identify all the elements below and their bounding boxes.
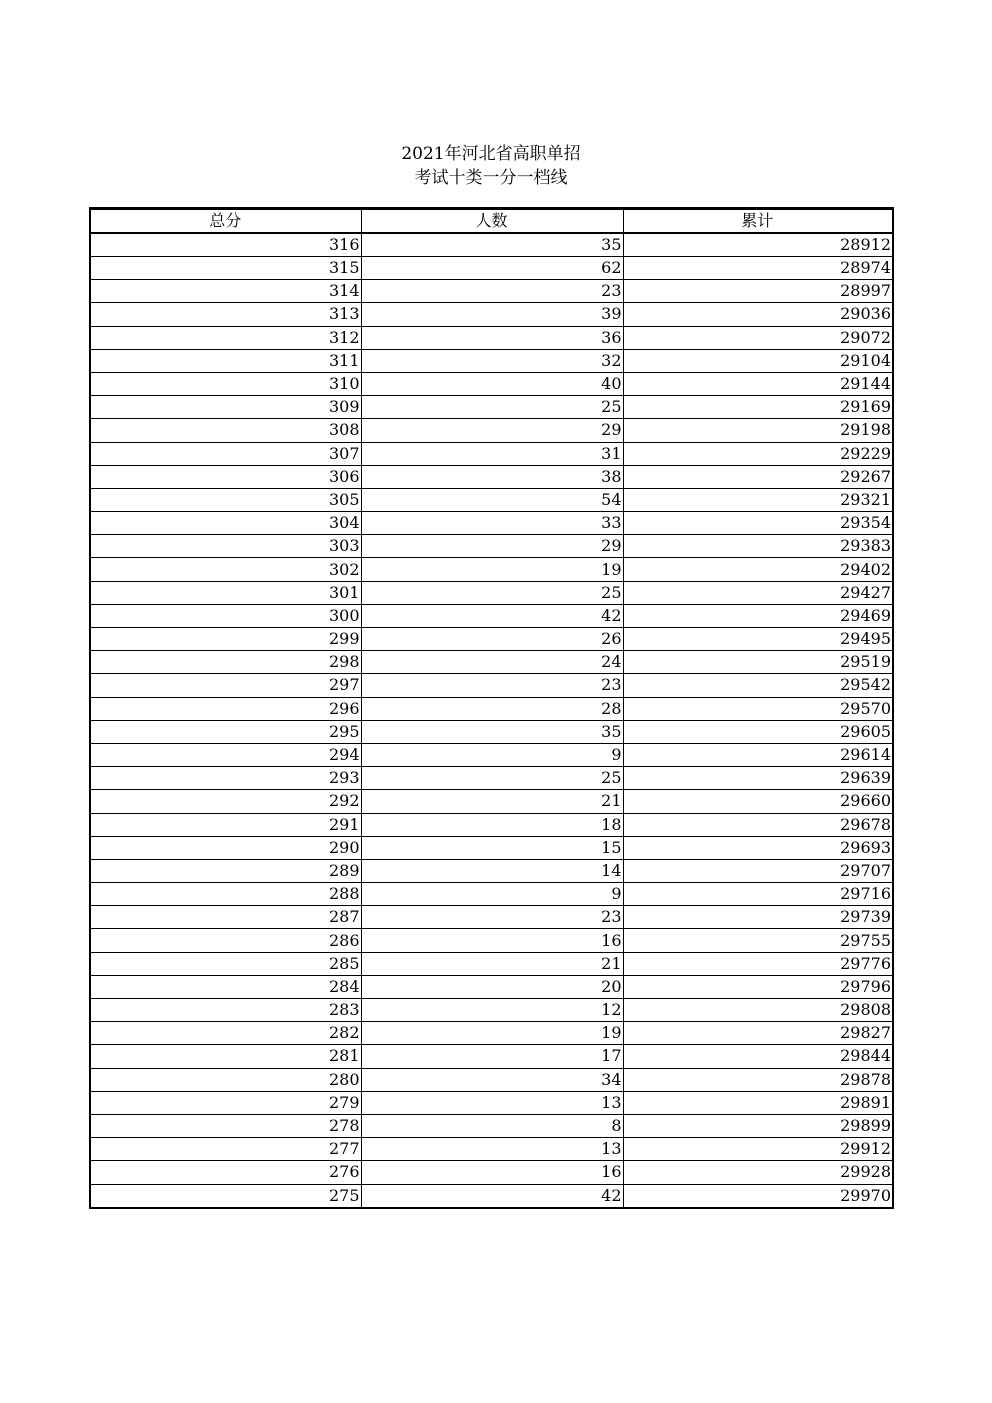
total-score-cell: 292: [90, 790, 361, 813]
table-header: [90, 209, 893, 234]
cumulative-cell: 29542: [623, 674, 893, 697]
count-cell: 14: [361, 859, 623, 882]
count-cell: 35: [361, 233, 623, 257]
total-score-cell: 283: [90, 999, 361, 1022]
total-score-cell: 297: [90, 674, 361, 697]
total-score-cell: 307: [90, 442, 361, 465]
count-cell: 21: [361, 952, 623, 975]
table-row: [90, 349, 893, 372]
count-cell: 23: [361, 906, 623, 929]
total-score-cell: 291: [90, 813, 361, 836]
total-score-cell: 304: [90, 512, 361, 535]
count-cell: 29: [361, 419, 623, 442]
table-row: [90, 883, 893, 906]
total-score-cell: 299: [90, 628, 361, 651]
table-row: [90, 999, 893, 1022]
table-row: [90, 697, 893, 720]
total-score-cell: 285: [90, 952, 361, 975]
count-cell: 38: [361, 465, 623, 488]
table-row: [90, 488, 893, 511]
count-cell: 35: [361, 720, 623, 743]
cumulative-cell: 29928: [623, 1161, 893, 1184]
header-cumulative: 累计: [623, 209, 893, 234]
table-row: [90, 929, 893, 952]
count-cell: 23: [361, 280, 623, 303]
table-row: [90, 628, 893, 651]
count-cell: 21: [361, 790, 623, 813]
document-title: 2021年河北省高职单招: [401, 144, 581, 164]
count-cell: 25: [361, 581, 623, 604]
table-row: [90, 535, 893, 558]
table-row: [90, 303, 893, 326]
cumulative-cell: 29427: [623, 581, 893, 604]
score-distribution-table: [89, 207, 894, 1209]
total-score-cell: 286: [90, 929, 361, 952]
cumulative-cell: 29796: [623, 975, 893, 998]
cumulative-cell: 28974: [623, 257, 893, 280]
table-row: [90, 813, 893, 836]
total-score-cell: 308: [90, 419, 361, 442]
total-score-cell: 278: [90, 1114, 361, 1137]
cumulative-cell: 29229: [623, 442, 893, 465]
table-row: [90, 372, 893, 395]
count-cell: 19: [361, 558, 623, 581]
total-score-cell: 310: [90, 372, 361, 395]
count-cell: 62: [361, 257, 623, 280]
cumulative-cell: 29678: [623, 813, 893, 836]
cumulative-cell: 29321: [623, 488, 893, 511]
count-cell: 36: [361, 326, 623, 349]
table-row: [90, 1091, 893, 1114]
header-count: 人数: [361, 209, 623, 234]
count-cell: 9: [361, 883, 623, 906]
total-score-cell: 290: [90, 836, 361, 859]
cumulative-cell: 29660: [623, 790, 893, 813]
total-score-cell: 314: [90, 280, 361, 303]
cumulative-cell: 29383: [623, 535, 893, 558]
count-cell: 33: [361, 512, 623, 535]
table-row: [90, 1138, 893, 1161]
cumulative-cell: 29878: [623, 1068, 893, 1091]
cumulative-cell: 29755: [623, 929, 893, 952]
cumulative-cell: 29899: [623, 1114, 893, 1137]
table-row: [90, 581, 893, 604]
table-row: [90, 280, 893, 303]
count-cell: 23: [361, 674, 623, 697]
total-score-cell: 282: [90, 1022, 361, 1045]
total-score-cell: 303: [90, 535, 361, 558]
count-cell: 42: [361, 1184, 623, 1208]
table-row: [90, 442, 893, 465]
total-score-cell: 277: [90, 1138, 361, 1161]
total-score-cell: 311: [90, 349, 361, 372]
cumulative-cell: 29693: [623, 836, 893, 859]
total-score-cell: 313: [90, 303, 361, 326]
total-score-cell: 316: [90, 233, 361, 257]
table-row: [90, 233, 893, 257]
cumulative-cell: 29716: [623, 883, 893, 906]
table-row: [90, 465, 893, 488]
table-row: [90, 1184, 893, 1208]
cumulative-cell: 29354: [623, 512, 893, 535]
table-row: [90, 396, 893, 419]
count-cell: 32: [361, 349, 623, 372]
cumulative-cell: 29970: [623, 1184, 893, 1208]
cumulative-cell: 29144: [623, 372, 893, 395]
cumulative-cell: 28997: [623, 280, 893, 303]
count-cell: 9: [361, 743, 623, 766]
total-score-cell: 293: [90, 767, 361, 790]
document-subtitle: 考试十类一分一档线: [414, 168, 568, 188]
table-row: [90, 558, 893, 581]
count-cell: 16: [361, 929, 623, 952]
count-cell: 12: [361, 999, 623, 1022]
cumulative-cell: 29267: [623, 465, 893, 488]
count-cell: 8: [361, 1114, 623, 1137]
cumulative-cell: 29495: [623, 628, 893, 651]
total-score-cell: 280: [90, 1068, 361, 1091]
cumulative-cell: 29844: [623, 1045, 893, 1068]
table-row: [90, 859, 893, 882]
count-cell: 54: [361, 488, 623, 511]
table-row: [90, 975, 893, 998]
cumulative-cell: 29104: [623, 349, 893, 372]
total-score-cell: 279: [90, 1091, 361, 1114]
total-score-cell: 275: [90, 1184, 361, 1208]
cumulative-cell: 29707: [623, 859, 893, 882]
total-score-cell: 296: [90, 697, 361, 720]
count-cell: 42: [361, 604, 623, 627]
cumulative-cell: 29072: [623, 326, 893, 349]
total-score-cell: 287: [90, 906, 361, 929]
count-cell: 34: [361, 1068, 623, 1091]
table-row: [90, 836, 893, 859]
total-score-cell: 298: [90, 651, 361, 674]
count-cell: 25: [361, 767, 623, 790]
total-score-cell: 289: [90, 859, 361, 882]
cumulative-cell: 29469: [623, 604, 893, 627]
cumulative-cell: 29169: [623, 396, 893, 419]
count-cell: 20: [361, 975, 623, 998]
table-row: [90, 1022, 893, 1045]
total-score-cell: 284: [90, 975, 361, 998]
count-cell: 39: [361, 303, 623, 326]
count-cell: 13: [361, 1091, 623, 1114]
total-score-cell: 309: [90, 396, 361, 419]
header-total-score: 总分: [90, 209, 361, 234]
table-row: [90, 257, 893, 280]
total-score-cell: 276: [90, 1161, 361, 1184]
total-score-cell: 295: [90, 720, 361, 743]
count-cell: 19: [361, 1022, 623, 1045]
total-score-cell: 305: [90, 488, 361, 511]
cumulative-cell: 29036: [623, 303, 893, 326]
total-score-cell: 301: [90, 581, 361, 604]
total-score-cell: 294: [90, 743, 361, 766]
count-cell: 25: [361, 396, 623, 419]
table-body: [90, 233, 893, 1208]
table-row: [90, 790, 893, 813]
total-score-cell: 281: [90, 1045, 361, 1068]
table-row: [90, 512, 893, 535]
table-row: [90, 419, 893, 442]
cumulative-cell: 29739: [623, 906, 893, 929]
total-score-cell: 288: [90, 883, 361, 906]
table-row: [90, 1045, 893, 1068]
cumulative-cell: 29639: [623, 767, 893, 790]
count-cell: 29: [361, 535, 623, 558]
count-cell: 16: [361, 1161, 623, 1184]
cumulative-cell: 28912: [623, 233, 893, 257]
table-row: [90, 720, 893, 743]
table-row: [90, 1114, 893, 1137]
table-row: [90, 674, 893, 697]
cumulative-cell: 29891: [623, 1091, 893, 1114]
cumulative-cell: 29519: [623, 651, 893, 674]
count-cell: 28: [361, 697, 623, 720]
cumulative-cell: 29808: [623, 999, 893, 1022]
table-row: [90, 906, 893, 929]
count-cell: 17: [361, 1045, 623, 1068]
total-score-cell: 315: [90, 257, 361, 280]
table-row: [90, 743, 893, 766]
cumulative-cell: 29776: [623, 952, 893, 975]
cumulative-cell: 29827: [623, 1022, 893, 1045]
table-row: [90, 952, 893, 975]
cumulative-cell: 29605: [623, 720, 893, 743]
table-row: [90, 604, 893, 627]
header-row: [90, 209, 893, 234]
count-cell: 26: [361, 628, 623, 651]
cumulative-cell: 29614: [623, 743, 893, 766]
count-cell: 15: [361, 836, 623, 859]
total-score-cell: 300: [90, 604, 361, 627]
cumulative-cell: 29402: [623, 558, 893, 581]
total-score-cell: 302: [90, 558, 361, 581]
table-row: [90, 767, 893, 790]
table-row: [90, 1161, 893, 1184]
count-cell: 40: [361, 372, 623, 395]
count-cell: 13: [361, 1138, 623, 1161]
count-cell: 24: [361, 651, 623, 674]
table-row: [90, 651, 893, 674]
count-cell: 31: [361, 442, 623, 465]
total-score-cell: 306: [90, 465, 361, 488]
cumulative-cell: 29912: [623, 1138, 893, 1161]
cumulative-cell: 29198: [623, 419, 893, 442]
total-score-cell: 312: [90, 326, 361, 349]
cumulative-cell: 29570: [623, 697, 893, 720]
table-row: [90, 326, 893, 349]
table-row: [90, 1068, 893, 1091]
count-cell: 18: [361, 813, 623, 836]
